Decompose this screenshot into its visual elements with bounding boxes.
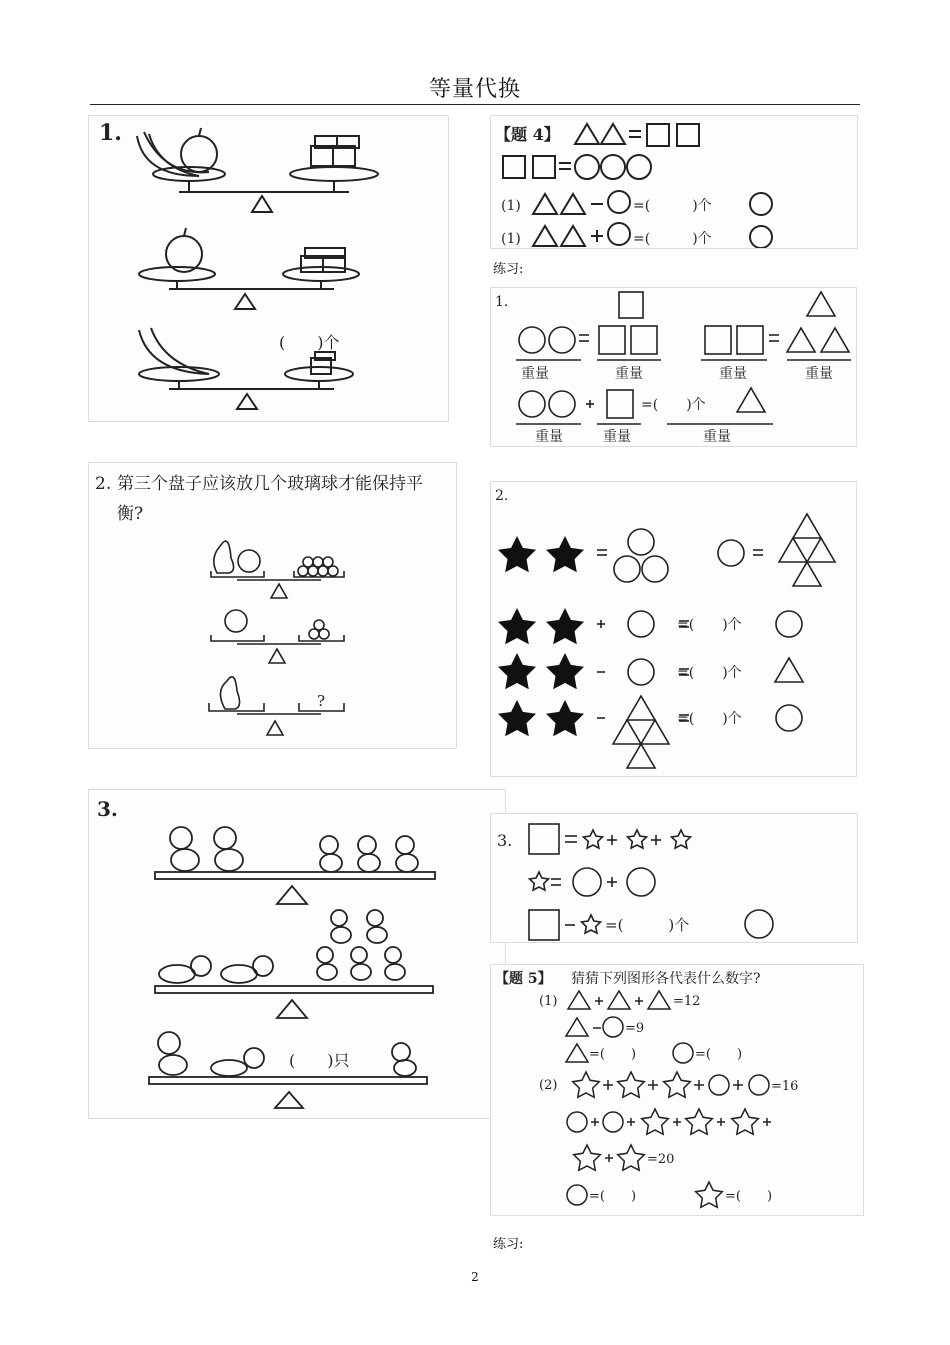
problem-3-blank: ( )只	[289, 1051, 350, 1070]
problem-2-number: 2.	[95, 474, 112, 494]
problem-2-panel	[88, 462, 457, 749]
exercise-1-blank: =( )个	[641, 397, 706, 413]
problem-1-number: 1.	[99, 120, 122, 146]
topic-5-blank-star: =( )	[725, 1189, 773, 1204]
title-rule	[90, 104, 860, 105]
exercise-label-1: 练习:	[493, 262, 524, 277]
problem-2-question: 第三个盘子应该放几个玻璃球才能保持平	[117, 474, 423, 494]
problem-2-question-mark: ?	[317, 692, 326, 710]
exercise-1-panel	[490, 287, 857, 447]
problem-1-blank: ( )个	[279, 333, 340, 352]
problem-3-illustration	[89, 790, 506, 1119]
exercise-1-weight-b: 重量	[615, 366, 643, 382]
exercise-label-2: 练习:	[493, 1237, 524, 1252]
exercise-2-number: 2.	[495, 488, 509, 504]
topic-5-part1-label: (1)	[539, 994, 558, 1009]
exercise-3-panel	[490, 813, 858, 943]
problem-2-question-cont: 衡?	[117, 504, 144, 524]
topic-5-question: 猜猜下列图形各代表什么数字?	[571, 971, 761, 987]
topic-5-value-12: =12	[673, 994, 701, 1009]
problem-1-panel	[88, 115, 449, 422]
topic-5-illustration	[491, 965, 864, 1216]
exercise-1-weight-c: 重量	[719, 366, 747, 382]
topic-4-illustration	[491, 116, 858, 249]
problem-3-number: 3.	[97, 797, 118, 821]
topic-5-blank-circle-2: =( )	[589, 1189, 637, 1204]
topic-4-line3-label: (1)	[501, 198, 521, 214]
exercise-2-blank-1: =( )个	[677, 617, 742, 633]
topic-5-blank-circle: =( )	[695, 1047, 743, 1062]
exercise-2-blank-3: =( )个	[677, 711, 742, 727]
exercise-3-blank: =( )个	[605, 916, 690, 934]
problem-2-illustration	[89, 463, 457, 749]
topic-5-value-9: =9	[625, 1021, 645, 1036]
exercise-1-weight-e: 重量	[535, 429, 563, 445]
problem-1-illustration	[89, 116, 449, 422]
exercise-1-illustration	[491, 288, 857, 447]
topic-4-line4-label: (1)	[501, 231, 521, 247]
problem-3-panel	[88, 789, 506, 1119]
topic-5-part2-label: (2)	[539, 1078, 558, 1093]
exercise-3-number: 3.	[497, 831, 513, 850]
exercise-1-number: 1.	[495, 294, 509, 310]
topic-5-value-20: =20	[647, 1152, 675, 1167]
topic-4-line4-blank: =( )个	[633, 231, 712, 247]
topic-4-heading: 【题 4】	[495, 125, 560, 144]
topic-5-panel	[490, 964, 864, 1216]
exercise-2-panel	[490, 481, 857, 777]
exercise-3-illustration	[491, 814, 858, 943]
exercise-1-weight-g: 重量	[703, 429, 731, 445]
exercise-1-weight-d: 重量	[805, 366, 833, 382]
exercise-2-illustration	[491, 482, 857, 777]
exercise-2-blank-2: =( )个	[677, 665, 742, 681]
page-number: 2	[471, 1270, 479, 1284]
topic-4-panel	[490, 115, 858, 249]
topic-5-value-16: =16	[771, 1079, 799, 1094]
exercise-1-weight-a: 重量	[521, 366, 549, 382]
exercise-1-weight-f: 重量	[603, 429, 631, 445]
topic-5-heading: 【题 5】	[495, 971, 552, 987]
page-title: 等量代换	[428, 77, 521, 102]
topic-5-blank-triangle: =( )	[589, 1047, 637, 1062]
topic-4-line3-blank: =( )个	[633, 198, 712, 214]
